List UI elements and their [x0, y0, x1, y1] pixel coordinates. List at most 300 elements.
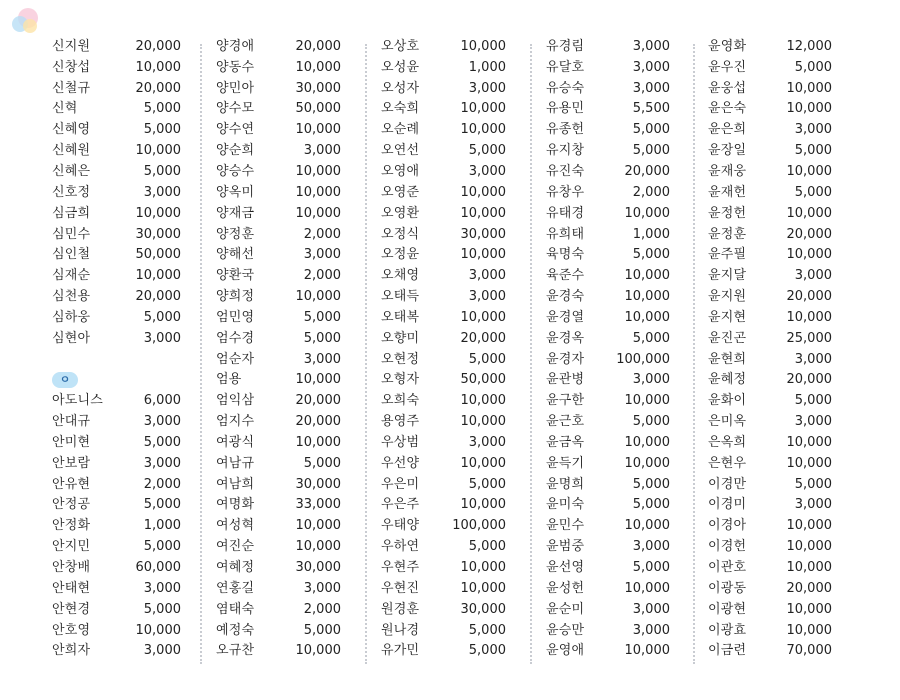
logo-icon — [6, 4, 44, 38]
donation-amount: 20,000 — [624, 163, 670, 179]
donation-amount: 5,000 — [143, 309, 181, 325]
donation-amount: 5,000 — [468, 539, 506, 555]
donor-row — [546, 182, 670, 203]
donor-row — [546, 161, 670, 182]
donor-name: 양희정 — [216, 289, 255, 305]
donation-amount: 3,000 — [632, 80, 670, 96]
donor-name: 오정윤 — [381, 247, 420, 263]
donor-row — [708, 224, 832, 245]
donation-amount: 1,000 — [632, 226, 670, 242]
donor-name: 유용민 — [546, 101, 585, 117]
donation-amount: 10,000 — [460, 247, 506, 263]
donation-amount: 10,000 — [786, 247, 832, 263]
donor-name: 심금희 — [52, 205, 91, 221]
donor-row — [708, 370, 832, 391]
donor-row — [546, 203, 670, 224]
donation-amount: 10,000 — [460, 309, 506, 325]
donation-amount: 5,000 — [468, 643, 506, 659]
donation-amount: 5,000 — [143, 497, 181, 513]
donor-row — [216, 474, 341, 495]
donation-amount: 10,000 — [624, 205, 670, 221]
donor-name: 안호영 — [52, 622, 91, 638]
donor-row — [52, 432, 181, 453]
donor-name: 우태양 — [381, 518, 420, 534]
donor-row — [52, 265, 181, 286]
donor-name: 여진순 — [216, 539, 255, 555]
donor-row — [381, 474, 506, 495]
donor-name: 유태경 — [546, 205, 585, 221]
donor-name: 윤성헌 — [546, 580, 585, 596]
donor-row — [546, 328, 670, 349]
donor-name: 아도니스 — [52, 393, 104, 409]
donor-row — [52, 453, 181, 474]
donor-name: 안지민 — [52, 539, 91, 555]
donor-name: 육준수 — [546, 268, 585, 284]
donor-name: 윤구한 — [546, 393, 585, 409]
donation-amount: 10,000 — [460, 560, 506, 576]
donor-name: 윤경숙 — [546, 289, 585, 305]
donor-name: 윤진곤 — [708, 330, 747, 346]
donor-row — [52, 390, 181, 411]
donation-amount: 20,000 — [460, 330, 506, 346]
donor-name: 오현정 — [381, 351, 420, 367]
donor-row — [546, 620, 670, 641]
donor-row — [546, 286, 670, 307]
donor-row — [546, 99, 670, 120]
donation-amount: 10,000 — [460, 205, 506, 221]
donation-amount: 10,000 — [786, 163, 832, 179]
donor-row — [52, 349, 181, 370]
column-divider — [200, 44, 202, 664]
donor-row — [216, 36, 341, 57]
donation-amount: 3,000 — [794, 497, 832, 513]
donor-row — [708, 432, 832, 453]
donation-amount: 5,500 — [632, 101, 670, 117]
donor-name: 우현진 — [381, 580, 420, 596]
donor-name: 윤지원 — [708, 289, 747, 305]
donor-name: 원경훈 — [381, 601, 420, 617]
donor-name: 오희숙 — [381, 393, 420, 409]
donation-amount: 10,000 — [786, 560, 832, 576]
donor-name: 안보람 — [52, 455, 91, 471]
donation-amount: 5,000 — [143, 101, 181, 117]
donor-row — [216, 119, 341, 140]
donor-name: 윤영화 — [708, 38, 747, 54]
donor-row — [708, 495, 832, 516]
donor-name: 은미옥 — [708, 414, 747, 430]
donation-amount: 50,000 — [135, 247, 181, 263]
donor-name: 심재순 — [52, 268, 91, 284]
donor-row — [381, 349, 506, 370]
donor-row — [216, 286, 341, 307]
donation-amount: 3,000 — [468, 434, 506, 450]
donation-amount: 10,000 — [295, 122, 341, 138]
donor-row — [216, 453, 341, 474]
donor-row — [546, 370, 670, 391]
donor-name: 유창우 — [546, 184, 585, 200]
donor-row — [52, 557, 181, 578]
donor-name: 양경애 — [216, 38, 255, 54]
donor-name: 안현경 — [52, 601, 91, 617]
donor-name: 윤화이 — [708, 393, 747, 409]
donor-row — [52, 599, 181, 620]
donor-row — [546, 119, 670, 140]
donation-amount: 5,000 — [468, 476, 506, 492]
donation-amount: 30,000 — [135, 226, 181, 242]
donor-name: 우선양 — [381, 455, 420, 471]
donor-row — [216, 390, 341, 411]
donation-amount: 10,000 — [624, 518, 670, 534]
donor-row — [546, 453, 670, 474]
donor-row — [708, 119, 832, 140]
donor-name: 이광동 — [708, 580, 747, 596]
donor-row — [708, 203, 832, 224]
donor-row — [381, 36, 506, 57]
donation-amount: 5,000 — [468, 351, 506, 367]
donor-name: 안유현 — [52, 476, 91, 492]
donor-name: 이경미 — [708, 497, 747, 513]
donor-row — [546, 78, 670, 99]
donor-row — [546, 536, 670, 557]
donation-amount: 5,000 — [794, 59, 832, 75]
donor-row — [546, 474, 670, 495]
donation-amount: 10,000 — [460, 393, 506, 409]
donor-name: 오태복 — [381, 309, 420, 325]
donation-amount: 10,000 — [295, 289, 341, 305]
donation-amount: 20,000 — [295, 393, 341, 409]
donation-amount: 5,000 — [794, 143, 832, 159]
donation-amount: 3,000 — [143, 455, 181, 471]
donor-row — [381, 557, 506, 578]
donation-amount: 10,000 — [460, 580, 506, 596]
donor-row — [708, 515, 832, 536]
donor-row — [52, 203, 181, 224]
donation-amount: 5,000 — [632, 560, 670, 576]
donation-amount: 30,000 — [295, 560, 341, 576]
donation-amount: 20,000 — [786, 226, 832, 242]
donor-name: 유달호 — [546, 59, 585, 75]
donor-name: 윤현희 — [708, 351, 747, 367]
donor-row — [381, 203, 506, 224]
donation-amount: 5,000 — [632, 247, 670, 263]
donor-name: 우현주 — [381, 560, 420, 576]
donor-row — [381, 578, 506, 599]
donor-name: 육명숙 — [546, 247, 585, 263]
donor-name: 안태현 — [52, 580, 91, 596]
donation-amount: 5,000 — [794, 476, 832, 492]
donor-row — [52, 536, 181, 557]
donor-row — [381, 57, 506, 78]
donor-row — [546, 307, 670, 328]
donation-amount: 10,000 — [460, 414, 506, 430]
donor-name: 윤승만 — [546, 622, 585, 638]
donor-name: 양재금 — [216, 205, 255, 221]
donor-name: 양수연 — [216, 122, 255, 138]
donation-amount: 12,000 — [786, 38, 832, 54]
donor-row — [381, 328, 506, 349]
donor-row — [216, 411, 341, 432]
donor-column — [52, 36, 181, 661]
donation-amount: 10,000 — [460, 101, 506, 117]
donor-name: 윤우진 — [708, 59, 747, 75]
donor-name: 윤은숙 — [708, 101, 747, 117]
donation-amount: 10,000 — [295, 205, 341, 221]
donor-name: 오영준 — [381, 184, 420, 200]
donation-amount: 3,000 — [632, 539, 670, 555]
donation-amount: 70,000 — [786, 643, 832, 659]
donor-name: 우상범 — [381, 434, 420, 450]
donor-name: 오영애 — [381, 163, 420, 179]
donor-row — [708, 57, 832, 78]
donor-row — [52, 119, 181, 140]
donor-name: 이광효 — [708, 622, 747, 638]
donor-name: 윤경옥 — [546, 330, 585, 346]
donation-amount: 50,000 — [460, 372, 506, 388]
donor-name: 윤영애 — [546, 643, 585, 659]
donor-name: 유지창 — [546, 143, 585, 159]
donation-amount: 5,000 — [143, 601, 181, 617]
donor-name: 심천용 — [52, 289, 91, 305]
donation-amount: 3,000 — [794, 414, 832, 430]
donor-name: 신혁 — [52, 101, 78, 117]
donor-name: 이경만 — [708, 476, 747, 492]
donation-amount: 5,000 — [632, 330, 670, 346]
donor-row — [546, 390, 670, 411]
donor-name: 오순례 — [381, 122, 420, 138]
donor-name: 이광현 — [708, 601, 747, 617]
donor-name: 신혜영 — [52, 122, 91, 138]
donation-amount: 3,000 — [632, 601, 670, 617]
donor-row — [52, 578, 181, 599]
donor-column — [708, 36, 832, 661]
donation-amount: 5,000 — [143, 434, 181, 450]
donor-name: 윤정헌 — [708, 205, 747, 221]
donor-name: 유경림 — [546, 38, 585, 54]
donor-row — [381, 244, 506, 265]
donation-amount: 3,000 — [468, 289, 506, 305]
donor-row — [216, 161, 341, 182]
donor-name: 양순희 — [216, 143, 255, 159]
donation-amount: 5,000 — [143, 539, 181, 555]
donor-name: 신혜원 — [52, 143, 91, 159]
donation-amount: 10,000 — [624, 580, 670, 596]
donor-row — [381, 307, 506, 328]
donation-amount: 20,000 — [295, 414, 341, 430]
donor-row — [52, 411, 181, 432]
donor-column — [216, 36, 341, 661]
donor-row — [216, 640, 341, 661]
donor-name: 엄수경 — [216, 330, 255, 346]
donation-amount: 10,000 — [786, 455, 832, 471]
donation-amount: 5,000 — [303, 309, 341, 325]
donor-name: 안미현 — [52, 434, 91, 450]
donation-amount: 10,000 — [786, 309, 832, 325]
donation-amount: 10,000 — [624, 393, 670, 409]
donor-name: 양동수 — [216, 59, 255, 75]
donor-row — [708, 474, 832, 495]
donation-amount: 3,000 — [303, 143, 341, 159]
donor-row — [52, 307, 181, 328]
donation-amount: 3,000 — [303, 351, 341, 367]
donation-amount: 10,000 — [786, 518, 832, 534]
donor-row — [708, 140, 832, 161]
donor-name: 오성자 — [381, 80, 420, 96]
donor-row — [216, 515, 341, 536]
donor-row — [381, 495, 506, 516]
donation-amount: 10,000 — [624, 289, 670, 305]
donor-name: 이경헌 — [708, 539, 747, 555]
donor-row — [216, 578, 341, 599]
donation-amount: 3,000 — [632, 59, 670, 75]
donation-amount: 10,000 — [624, 268, 670, 284]
donor-row — [216, 536, 341, 557]
donation-amount: 10,000 — [135, 622, 181, 638]
donor-row — [52, 182, 181, 203]
donor-row — [52, 286, 181, 307]
donor-name: 여혜정 — [216, 560, 255, 576]
donor-row — [381, 640, 506, 661]
donor-name: 신혜은 — [52, 163, 91, 179]
donor-name: 엄익삼 — [216, 393, 255, 409]
donation-amount: 1,000 — [143, 518, 181, 534]
donor-name: 윤미숙 — [546, 497, 585, 513]
donation-amount: 10,000 — [135, 268, 181, 284]
donor-row — [546, 36, 670, 57]
donor-name: 양옥미 — [216, 184, 255, 200]
donor-row — [216, 370, 341, 391]
donation-amount: 2,000 — [303, 226, 341, 242]
donor-name: 양수모 — [216, 101, 255, 117]
donor-name: 우하연 — [381, 539, 420, 555]
donor-row — [381, 411, 506, 432]
donor-row — [216, 265, 341, 286]
donor-name: 윤민수 — [546, 518, 585, 534]
donor-row — [216, 620, 341, 641]
donation-amount: 5,000 — [468, 622, 506, 638]
donation-amount: 25,000 — [786, 330, 832, 346]
donation-amount: 10,000 — [460, 497, 506, 513]
donor-row — [708, 349, 832, 370]
donor-row — [381, 99, 506, 120]
donation-amount: 3,000 — [794, 268, 832, 284]
donation-amount: 10,000 — [295, 434, 341, 450]
donation-amount: 30,000 — [295, 476, 341, 492]
donor-row — [708, 244, 832, 265]
donation-amount: 20,000 — [135, 38, 181, 54]
donor-row — [381, 286, 506, 307]
donor-name: 안정화 — [52, 518, 91, 534]
donation-amount: 5,000 — [303, 622, 341, 638]
donor-row — [216, 328, 341, 349]
donor-row — [52, 99, 181, 120]
donor-name: 양승수 — [216, 163, 255, 179]
donor-row — [216, 495, 341, 516]
donor-row — [52, 78, 181, 99]
donor-row — [381, 161, 506, 182]
donor-row — [546, 140, 670, 161]
donation-amount: 10,000 — [786, 80, 832, 96]
donation-amount: 3,000 — [143, 184, 181, 200]
column-divider — [693, 44, 695, 664]
donor-row — [52, 515, 181, 536]
donation-amount: 60,000 — [135, 560, 181, 576]
donation-amount: 5,000 — [468, 143, 506, 159]
donor-row — [708, 99, 832, 120]
donor-name: 윤득기 — [546, 455, 585, 471]
donation-amount: 3,000 — [632, 38, 670, 54]
donation-amount: 5,000 — [632, 143, 670, 159]
donor-name: 윤혜정 — [708, 372, 747, 388]
donation-amount: 10,000 — [135, 205, 181, 221]
donation-amount: 3,000 — [143, 643, 181, 659]
donation-amount: 10,000 — [460, 122, 506, 138]
donor-name: 엄민영 — [216, 309, 255, 325]
donor-name: 신창섭 — [52, 59, 91, 75]
donation-amount: 2,000 — [143, 476, 181, 492]
donor-name: 윤재헌 — [708, 184, 747, 200]
donor-name: 원나경 — [381, 622, 420, 638]
donation-amount: 100,000 — [452, 518, 506, 534]
donor-row — [52, 224, 181, 245]
donor-row — [216, 244, 341, 265]
section-badge: ㅇ — [52, 372, 78, 388]
donor-name: 안대규 — [52, 414, 91, 430]
donor-row — [381, 224, 506, 245]
donor-row — [216, 203, 341, 224]
donation-amount: 3,000 — [632, 622, 670, 638]
donation-amount: 2,000 — [303, 601, 341, 617]
donor-name: 오영환 — [381, 205, 420, 221]
donor-column — [381, 36, 506, 661]
donor-name: 오채영 — [381, 268, 420, 284]
donor-column — [546, 36, 670, 661]
donation-amount: 100,000 — [616, 351, 670, 367]
donation-amount: 10,000 — [295, 539, 341, 555]
donor-name: 심인철 — [52, 247, 91, 263]
donor-row — [52, 328, 181, 349]
donor-row — [546, 57, 670, 78]
donation-amount: 10,000 — [786, 622, 832, 638]
donation-amount: 10,000 — [786, 434, 832, 450]
donor-row — [708, 411, 832, 432]
donation-amount: 2,000 — [303, 268, 341, 284]
donor-row — [52, 36, 181, 57]
donor-row — [52, 474, 181, 495]
donor-name: 엄지수 — [216, 414, 255, 430]
donation-amount: 5,000 — [143, 122, 181, 138]
donor-name: 심민수 — [52, 226, 91, 242]
donor-name: 오상호 — [381, 38, 420, 54]
donation-amount: 5,000 — [632, 414, 670, 430]
donor-name: 신지원 — [52, 38, 91, 54]
donor-name: 여남규 — [216, 455, 255, 471]
donation-amount: 10,000 — [786, 205, 832, 221]
donation-amount: 10,000 — [786, 539, 832, 555]
donor-row — [708, 578, 832, 599]
donor-row — [52, 57, 181, 78]
donor-name: 윤주필 — [708, 247, 747, 263]
donation-amount: 1,000 — [468, 59, 506, 75]
donor-name: 신철규 — [52, 80, 91, 96]
donor-row — [708, 599, 832, 620]
donor-name: 이금련 — [708, 643, 747, 659]
donation-amount: 10,000 — [295, 59, 341, 75]
donation-amount: 10,000 — [786, 601, 832, 617]
donor-row — [381, 599, 506, 620]
donation-amount: 10,000 — [135, 143, 181, 159]
donor-name: 윤선영 — [546, 560, 585, 576]
donor-name: 양환국 — [216, 268, 255, 284]
